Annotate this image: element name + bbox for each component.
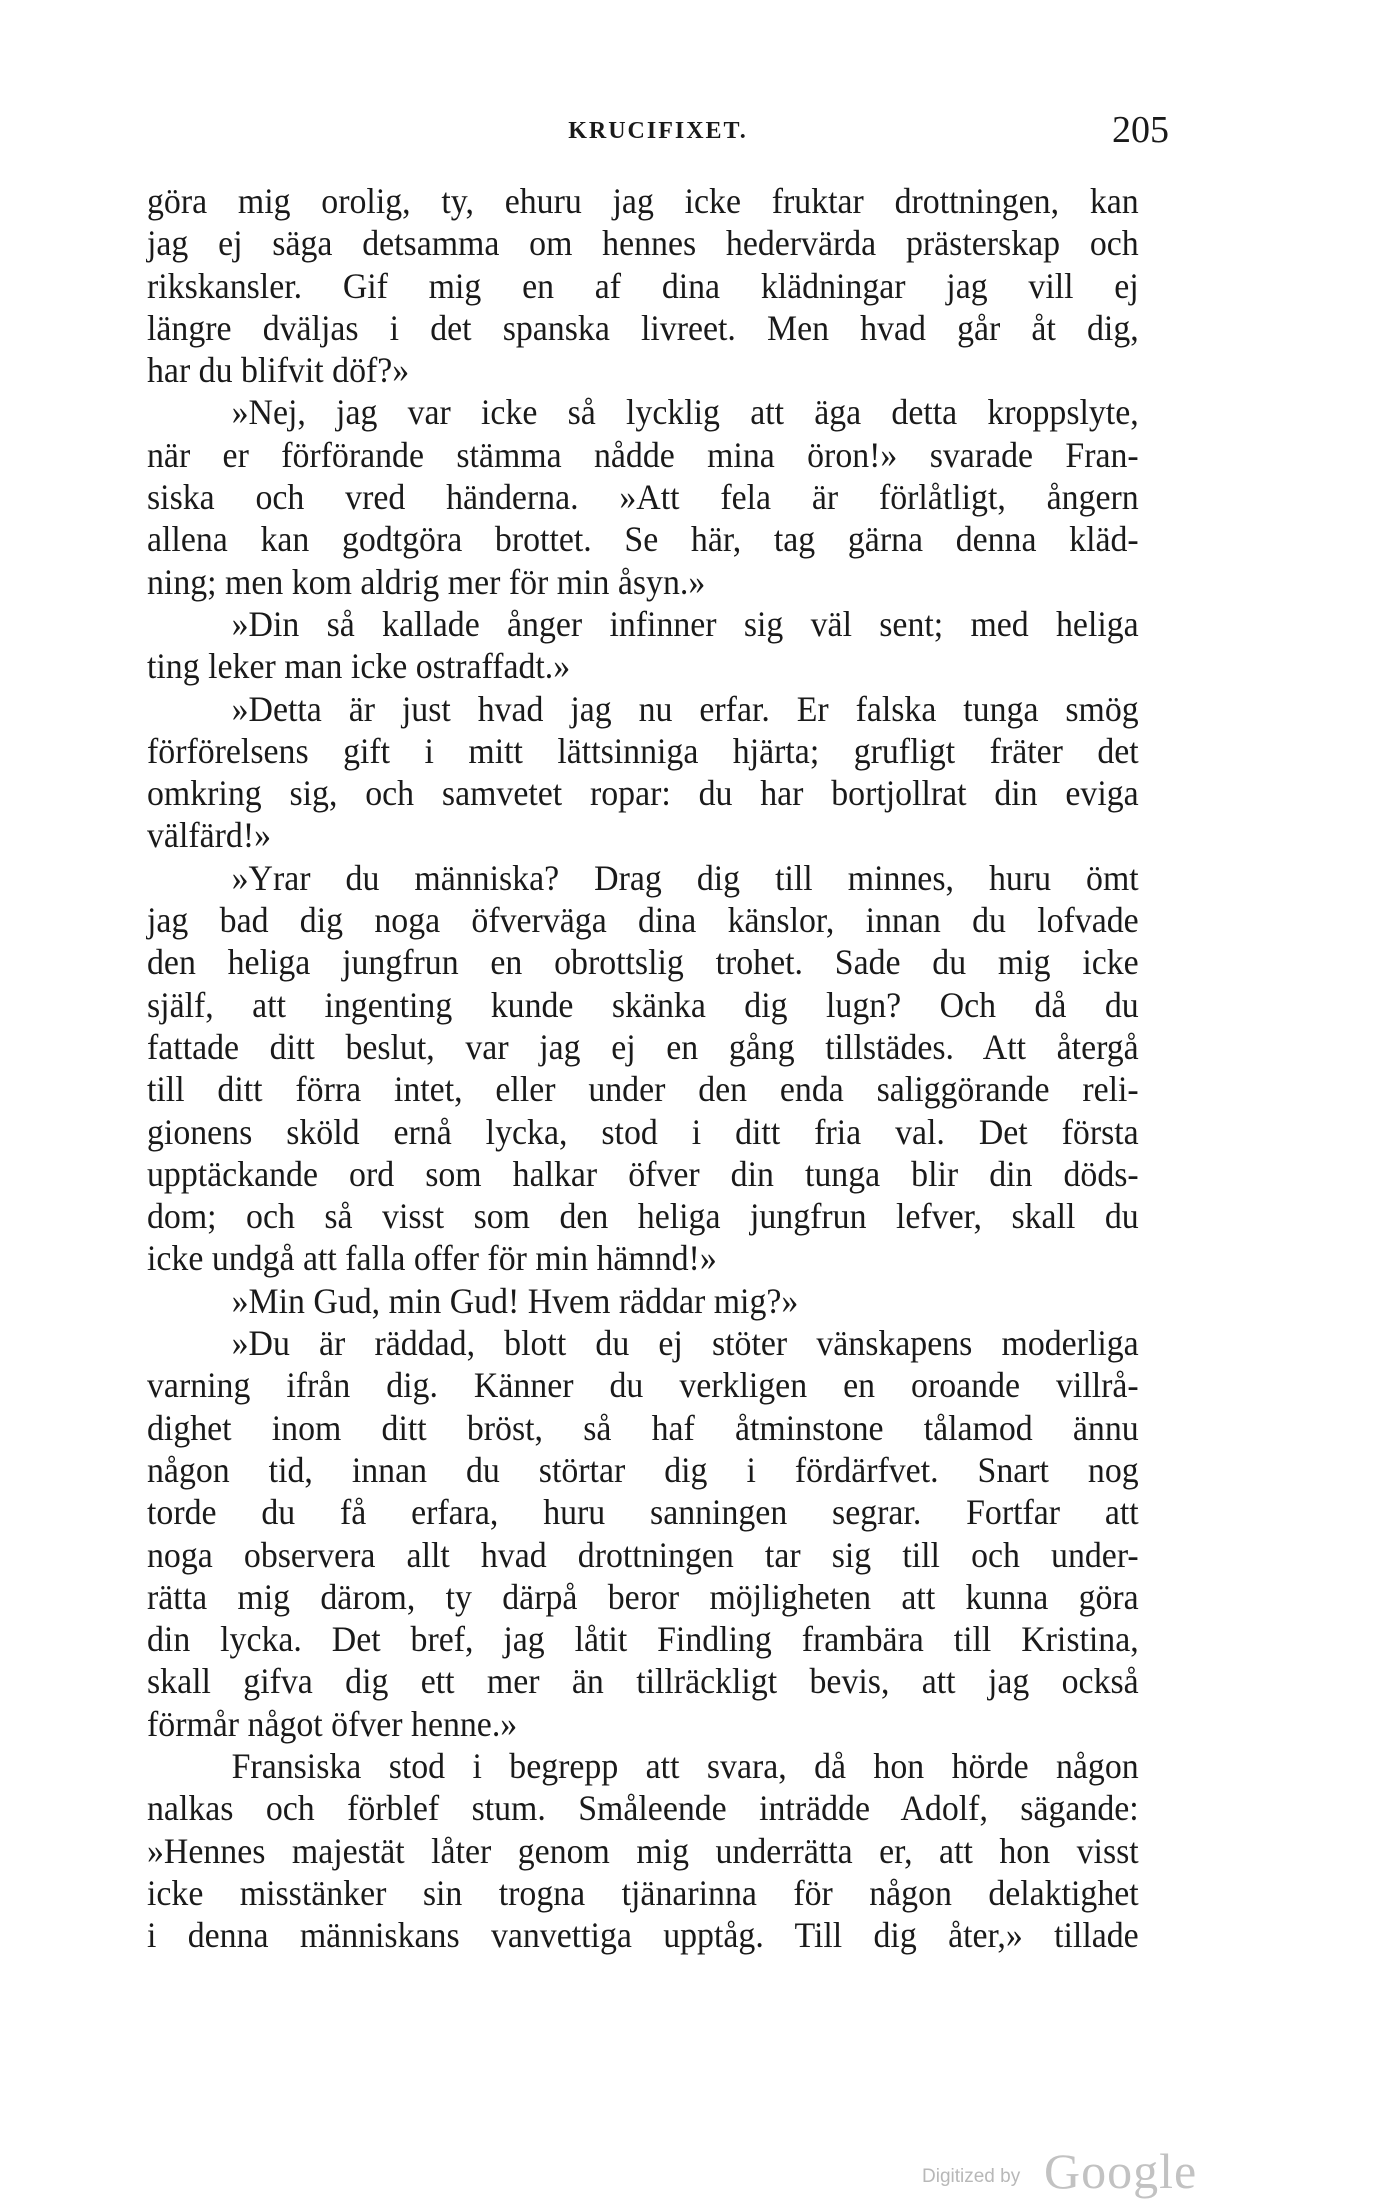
text-line: Fransiska stod i begrepp att svara, då hon hörde någon [231, 1745, 1139, 1786]
text-line: »Hennes majestät låter genom mig underrätta er, att hon visst [147, 1830, 1139, 1871]
text-line: själf, att ingenting kunde skänka dig lugn? Och då du [147, 984, 1139, 1025]
text-line: längre dväljas i det spanska livreet. Men hvad går åt dig, [147, 307, 1139, 348]
google-logo: Google [1044, 2143, 1198, 2199]
text-line: när er förförande stämma nådde mina öron!» svarade Fran- [147, 434, 1139, 475]
digitized-label: Digitized by [922, 2166, 1021, 2187]
page-number: 205 [1112, 109, 1169, 151]
text-line: siska och vred händerna. »Att fela är förlåtligt, ångern [147, 477, 1139, 518]
text-line: icke misstänker sin trogna tjänarinna för någon delaktighet [147, 1872, 1139, 1913]
text-line: »Yrar du människa? Drag dig till minnes, huru ömt [231, 857, 1139, 898]
text-line: rätta mig därom, ty därpå beror möjligheten att kunna göra [147, 1576, 1139, 1617]
text-line: varning ifrån dig. Känner du verkligen en oroande villrå- [147, 1365, 1139, 1406]
text-line: till ditt förra intet, eller under den enda saliggörande reli- [147, 1069, 1139, 1110]
text-line: den heliga jungfrun en obrottslig trohet. Sade du mig icke [147, 942, 1139, 983]
text-line: har du blifvit döf?» [147, 350, 410, 391]
text-line: upptäckande ord som halkar öfver din tunga blir din döds- [147, 1153, 1139, 1194]
body-text [147, 180, 1139, 1956]
text-line: fattade ditt beslut, var jag ej en gång tillstädes. Att återgå [147, 1026, 1139, 1067]
text-line: dom; och så visst som den heliga jungfrun lefver, skall du [147, 1196, 1139, 1237]
text-line: förförelsens gift i mitt lättsinniga hjärta; grufligt fräter det [147, 730, 1139, 771]
text-line: torde du få erfara, huru sanningen segrar. Fortfar att [147, 1492, 1139, 1533]
text-line: »Min Gud, min Gud! Hvem räddar mig?» [231, 1280, 799, 1321]
text-line: icke undgå att falla offer för min hämnd!» [147, 1238, 717, 1279]
text-line: gionens sköld ernå lycka, stod i ditt fria val. Det första [147, 1111, 1139, 1152]
text-line: i denna människans vanvettiga upptåg. Till dig åter,» tillade [147, 1915, 1139, 1956]
text-line: noga observera allt hvad drottningen tar sig till och under- [147, 1534, 1139, 1575]
text-line: göra mig orolig, ty, ehuru jag icke fruktar drottningen, kan [147, 181, 1139, 221]
text-line: välfärd!» [147, 815, 272, 856]
running-title: KRUCIFIXET. [568, 118, 748, 144]
text-line: »Din så kallade ånger infinner sig väl sent; med heliga [231, 603, 1139, 644]
text-line: ting leker man icke ostraffadt.» [147, 646, 571, 687]
text-line: jag ej säga detsamma om hennes hedervärda prästerskap och [147, 223, 1139, 264]
text-line: jag bad dig noga öfverväga dina känslor, innan du lofvade [147, 900, 1139, 941]
text-line: någon tid, innan du störtar dig i fördärfvet. Snart nog [147, 1449, 1139, 1490]
text-line: »Nej, jag var icke så lycklig att äga detta kroppslyte, [231, 392, 1139, 433]
digitized-by-google-watermark [922, 2143, 1222, 2199]
text-line: »Du är räddad, blott du ej stöter vänskapens moderliga [231, 1323, 1139, 1364]
text-line: »Detta är just hvad jag nu erfar. Er falska tunga smög [231, 688, 1139, 729]
text-line: nalkas och förblef stum. Småleende inträdde Adolf, sägande: [147, 1788, 1139, 1829]
text-line: allena kan godtgöra brottet. Se här, tag gärna denna kläd- [147, 519, 1139, 560]
text-line: förmår något öfver henne.» [147, 1703, 518, 1744]
text-line: omkring sig, och samvetet ropar: du har bortjollrat din eviga [147, 773, 1139, 814]
text-line: ning; men kom aldrig mer för min åsyn.» [147, 561, 706, 602]
text-line: rikskansler. Gif mig en af dina klädningar jag vill ej [147, 265, 1139, 306]
text-line: dighet inom ditt bröst, så haf åtminstone tålamod ännu [147, 1407, 1139, 1448]
running-head [147, 108, 1169, 156]
text-line: din lycka. Det bref, jag låtit Findling frambära till Kristina, [147, 1619, 1139, 1660]
text-line: skall gifva dig ett mer än tillräckligt bevis, att jag också [147, 1661, 1139, 1702]
